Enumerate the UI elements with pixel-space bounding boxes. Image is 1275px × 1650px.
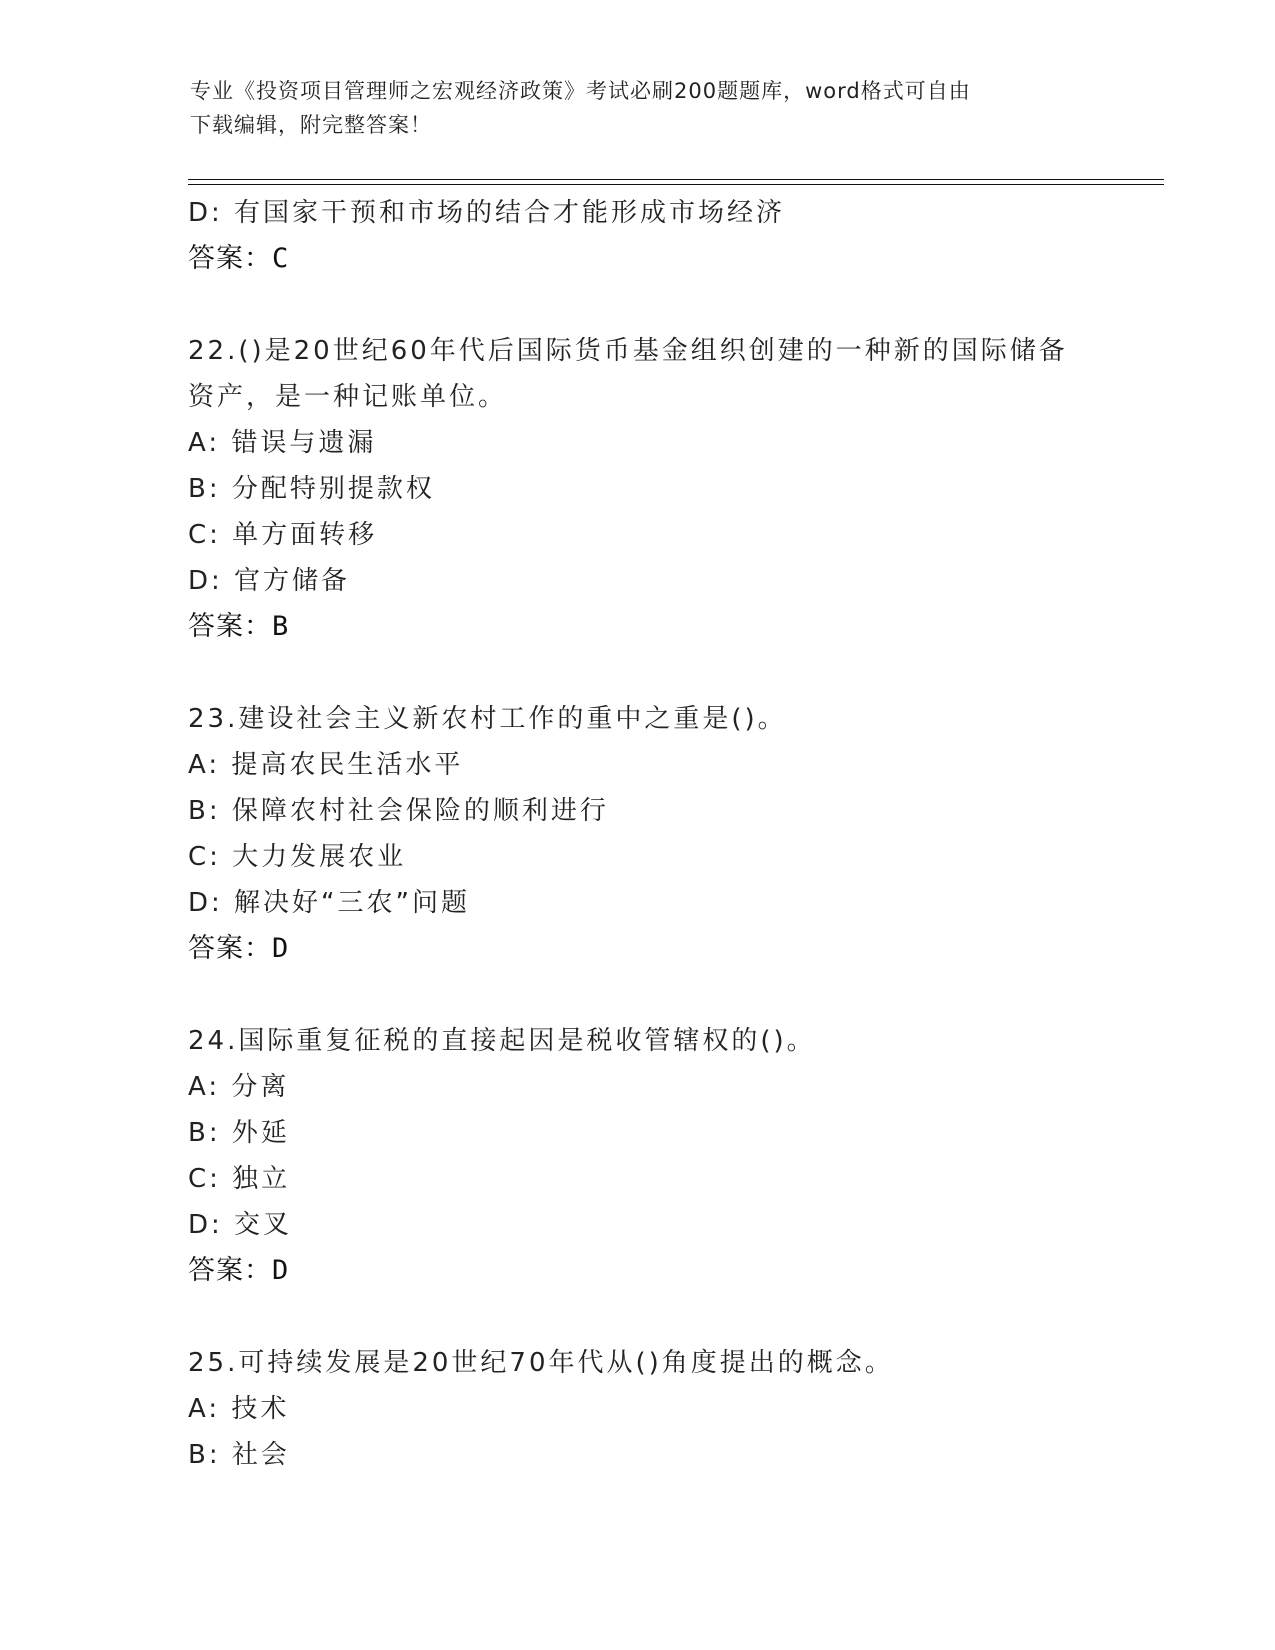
option-c: C: 单方面转移	[188, 520, 378, 550]
answer-line	[188, 236, 1088, 282]
question-22	[188, 328, 1088, 650]
answer-label: 答案：	[188, 1255, 272, 1286]
header-rule-bottom	[188, 184, 1164, 185]
option-a: A: 提高农民生活水平	[188, 750, 464, 780]
question-stem-line-1: 25.可持续发展是20世纪70年代从()角度提出的概念。	[188, 1348, 894, 1378]
header-line-2: 下载编辑，附完整答案！	[190, 113, 432, 137]
question-stem-line-1: 23.建设社会主义新农村工作的重中之重是()。	[188, 704, 787, 734]
question-stem-line-1: 24.国际重复征税的直接起因是税收管辖权的()。	[188, 1026, 816, 1056]
document-header	[190, 74, 1090, 142]
option-b: B: 外延	[188, 1118, 290, 1148]
option-a: A: 分离	[188, 1072, 290, 1102]
question-21-tail	[188, 190, 1088, 282]
option-a: A: 错误与遗漏	[188, 428, 377, 458]
option-d: D: 有国家干预和市场的结合才能形成市场经济	[188, 198, 786, 228]
option-b: B: 分配特别提款权	[188, 474, 435, 504]
answer-value: D	[272, 933, 290, 964]
option-d: D: 官方储备	[188, 566, 351, 596]
answer-line	[188, 926, 1088, 972]
answer-label: 答案：	[188, 933, 272, 964]
header-line-1: 专业《投资项目管理师之宏观经济政策》考试必刷200题题库，word格式可自由	[190, 79, 971, 103]
option-c: C: 大力发展农业	[188, 842, 407, 872]
answer-value: D	[272, 1255, 290, 1286]
answer-value: C	[272, 243, 290, 274]
question-25	[188, 1340, 1088, 1478]
question-list	[188, 190, 1088, 1478]
question-24	[188, 1018, 1088, 1294]
answer-label: 答案：	[188, 611, 272, 642]
option-c: C: 独立	[188, 1164, 291, 1194]
option-d: D: 解决好“三农”问题	[188, 888, 470, 918]
answer-line	[188, 1248, 1088, 1294]
option-b: B: 保障农村社会保险的顺利进行	[188, 796, 609, 826]
answer-label: 答案：	[188, 243, 272, 274]
option-d: D: 交叉	[188, 1210, 293, 1240]
question-23	[188, 696, 1088, 972]
option-a: A: 技术	[188, 1394, 290, 1424]
question-stem-line-1: 22.()是20世纪60年代后国际货币基金组织创建的一种新的国际储备	[188, 336, 1068, 366]
header-rule-top	[188, 179, 1164, 180]
answer-line	[188, 604, 1088, 650]
option-b: B: 社会	[188, 1440, 290, 1470]
question-stem-line-2: 资产，是一种记账单位。	[188, 382, 508, 412]
answer-value: B	[272, 611, 290, 642]
